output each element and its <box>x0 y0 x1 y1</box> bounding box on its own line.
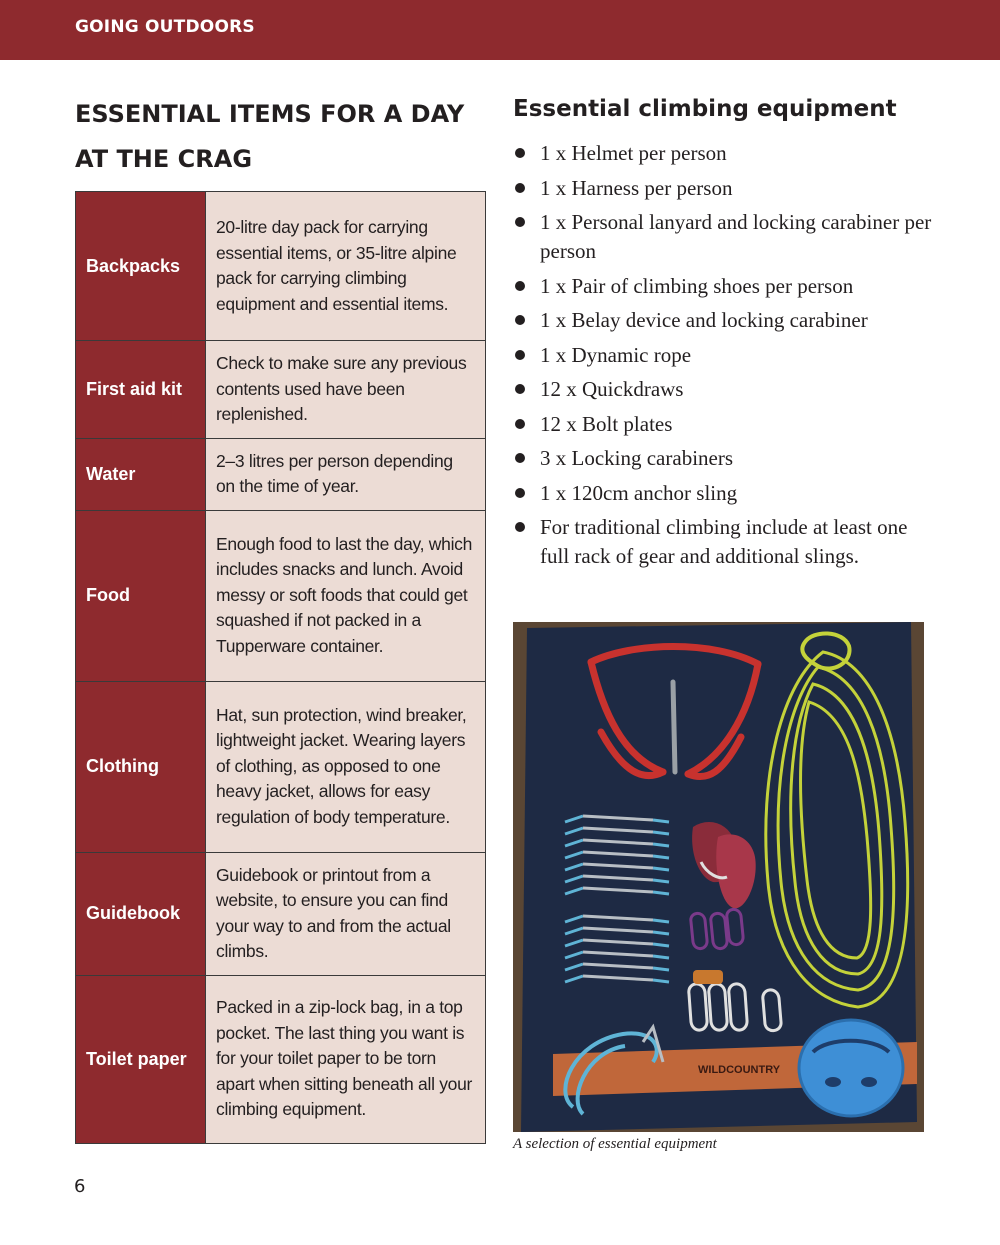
mat-logo: WILDCOUNTRY <box>698 1064 781 1076</box>
table-row <box>76 975 486 1143</box>
row-label: Guidebook <box>76 852 206 975</box>
essential-items-table <box>75 191 486 1144</box>
table-row <box>76 438 486 510</box>
photo-caption: A selection of essential equipment <box>513 1136 717 1152</box>
table-row <box>76 681 486 852</box>
list-item <box>513 513 933 571</box>
row-label: First aid kit <box>76 341 206 439</box>
equipment-photo <box>513 622 924 1132</box>
list-item <box>513 410 933 439</box>
list-item-text: For traditional climbing include at least one full rack of gear and additional slings. <box>540 515 908 568</box>
essential-items-heading <box>75 92 495 182</box>
row-description: Hat, sun protection, wind breaker, lightweight jacket. Wearing layers of clothing, as opposed to one heavy jacket, allows for easy regulation of body temperature. <box>206 681 486 852</box>
bullet-icon <box>515 384 525 394</box>
list-item <box>513 375 933 404</box>
list-item-text: 1 x Helmet per person <box>540 141 727 165</box>
table-row <box>76 341 486 439</box>
row-label: Backpacks <box>76 192 206 341</box>
bullet-icon <box>515 419 525 429</box>
list-item <box>513 139 933 168</box>
bullet-icon <box>515 453 525 463</box>
row-description: Check to make sure any previous contents used have been replenished. <box>206 341 486 439</box>
bullet-icon <box>515 148 525 158</box>
equipment-illustration <box>513 622 924 1132</box>
row-description: Guidebook or printout from a website, to ensure you can find your way to and from the actual climbs. <box>206 852 486 975</box>
heading-line-2: AT THE CRAG <box>75 145 253 173</box>
row-label: Water <box>76 438 206 510</box>
bullet-icon <box>515 183 525 193</box>
list-item-text: 1 x Personal lanyard and locking carabiner per person <box>540 210 932 263</box>
table-row <box>76 510 486 681</box>
heading-line-1: ESSENTIAL ITEMS FOR A DAY <box>75 100 465 128</box>
page-number: 6 <box>74 1176 86 1197</box>
bullet-icon <box>515 488 525 498</box>
belay-device-icon <box>693 970 723 984</box>
row-description: Enough food to last the day, which includes snacks and lunch. Avoid messy or soft foods that could get squashed if not packed in a Tupperware container. <box>206 510 486 681</box>
bullet-icon <box>515 350 525 360</box>
equipment-list <box>513 139 933 577</box>
row-label: Toilet paper <box>76 975 206 1143</box>
list-item-text: 1 x Pair of climbing shoes per person <box>540 273 854 298</box>
list-item-text: 1 x Harness per person <box>540 175 733 200</box>
list-item-text: 12 x Quickdraws <box>540 377 684 401</box>
list-item <box>513 272 933 301</box>
row-description: Packed in a zip-lock bag, in a top pocket. The last thing you want is for your toilet paper to be torn apart when sitting beneath all your climbing equipment. <box>206 975 486 1143</box>
list-item-text: 12 x Bolt plates <box>540 411 673 436</box>
climbing-equipment-heading: Essential climbing equipment <box>513 96 897 122</box>
list-item <box>513 444 933 473</box>
helmet-icon <box>799 1020 903 1116</box>
list-item-text: 1 x 120cm anchor sling <box>540 480 738 505</box>
row-description: 2–3 litres per person depending on the time of year. <box>206 438 486 510</box>
list-item <box>513 341 933 370</box>
list-item <box>513 208 933 266</box>
list-item <box>513 174 933 203</box>
list-item-text: 3 x Locking carabiners <box>540 446 734 470</box>
list-item <box>513 479 933 508</box>
bullet-icon <box>515 315 525 325</box>
list-item <box>513 306 933 335</box>
header-bar <box>0 0 1000 60</box>
row-label: Food <box>76 510 206 681</box>
bullet-icon <box>515 217 525 227</box>
list-item-text: 1 x Dynamic rope <box>540 342 692 367</box>
bullet-icon <box>515 522 525 532</box>
bullet-icon <box>515 281 525 291</box>
row-label: Clothing <box>76 681 206 852</box>
list-item-text: 1 x Belay device and locking carabiner <box>540 308 868 332</box>
row-description: 20-litre day pack for carrying essential items, or 35-litre alpine pack for carrying climbing equipment and essential items. <box>206 192 486 341</box>
table-row <box>76 852 486 975</box>
table-row <box>76 192 486 341</box>
section-title: GOING OUTDOORS <box>75 17 255 37</box>
